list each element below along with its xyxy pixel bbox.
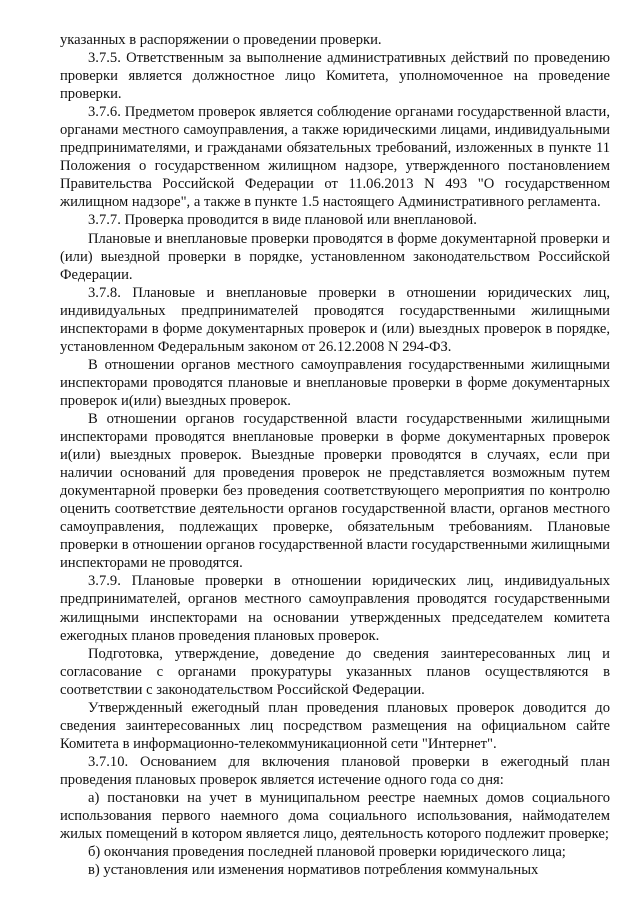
paragraph-3-7-7: 3.7.7. Проверка проводится в виде плановой или внеплановой. [88,212,477,229]
list-item-v: в) установления или изменения нормативов потребления коммунальных [88,862,539,879]
paragraph-3-7-6: 3.7.6. Предметом проверок является соблюдение органами государственной власти, органами местного самоуправления, а также юридическими лицами, индивидуальными предпринимателями, и гражданами обязательных требований, изложенных в пункте 11 Положения о государственном жилищном надзоре, утвержденного постановлением Правительства Российской Федерации от 11.06.2013 N 493 "О государственном жилищном надзоре", а также в пункте 1.5 настоящего Административного регламента. [60,104,610,211]
paragraph-3-7-5: 3.7.5. Ответственным за выполнение административных действий по проведению проверки является должностное лицо Комитета, уполномоченное на проведение проверки. [60,50,610,103]
paragraph-3-7-8-state-authorities: В отношении органов государственной власти государственными жилищными инспекторами проводятся внеплановые проверки в форме документарных проверок и(или) выездных проверок. Выездные проверки проводятся в случаях, если при наличии оснований для проведения проверок не представляется возможным путем документарной проверки без проведения соответствующего мероприятия по контролю оценить соответствие деятельности органов государственной власти, органов местного самоуправления, подлежащих проверке, обязательным требованиям. Плановые проверки в отношении органов государственной власти государственными жилищными инспекторами не проводятся. [60,410,610,572]
paragraph-continuation: указанных в распоряжении о проведении проверки. [60,32,382,48]
paragraph-3-7-9-plans: Подготовка, утверждение, доведение до сведения заинтересованных лиц и согласование с органами прокуратуры указанных планов осуществляются в соответствии с законодательством Российской Федерации. [60,645,610,698]
paragraph-3-7-7-forms: Плановые и внеплановые проверки проводятся в форме документарной проверки и (или) выездной проверки в порядке, установленном законодательством Российской Федерации. [60,230,610,283]
document-page [60,31,610,879]
paragraph-3-7-9: 3.7.9. Плановые проверки в отношении юридических лиц, индивидуальных предпринимателей, органов местного самоуправления проводятся государственными жилищными инспекторами на основании утвержденных председателем комитета ежегодных планов проведения плановых проверок. [60,573,610,644]
list-item-b: б) окончания проведения последней плановой проверки юридического лица; [88,844,566,861]
list-item-a: а) постановки на учет в муниципальном реестре наемных домов социального использования первого наемного дома социального использования, наймодателем жилых помещений в котором является лицо, деятельность которого подлежит проверке; [60,789,610,843]
paragraph-3-7-8-local-government: В отношении органов местного самоуправления государственными жилищными инспекторами проводятся плановые и внеплановые проверки в форме документарных проверок и(или) выездных проверок. [60,356,610,409]
paragraph-3-7-9-publication: Утвержденный ежегодный план проведения плановых проверок доводится до сведения заинтересованных лиц посредством размещения на официальном сайте Комитета в информационно-телекоммуникационной сети "Интернет". [60,699,610,752]
paragraph-3-7-8: 3.7.8. Плановые и внеплановые проверки в отношении юридических лиц, индивидуальных предпринимателей проводятся государственными жилищными инспекторами в форме документарных проверок и (или) выездных проверок в порядке, установленном Федеральным законом от 26.12.2008 N 294-ФЗ. [60,284,610,355]
paragraph-3-7-10: 3.7.10. Основанием для включения плановой проверки в ежегодный план проведения плановых проверок является истечение одного года со дня: [60,753,610,788]
